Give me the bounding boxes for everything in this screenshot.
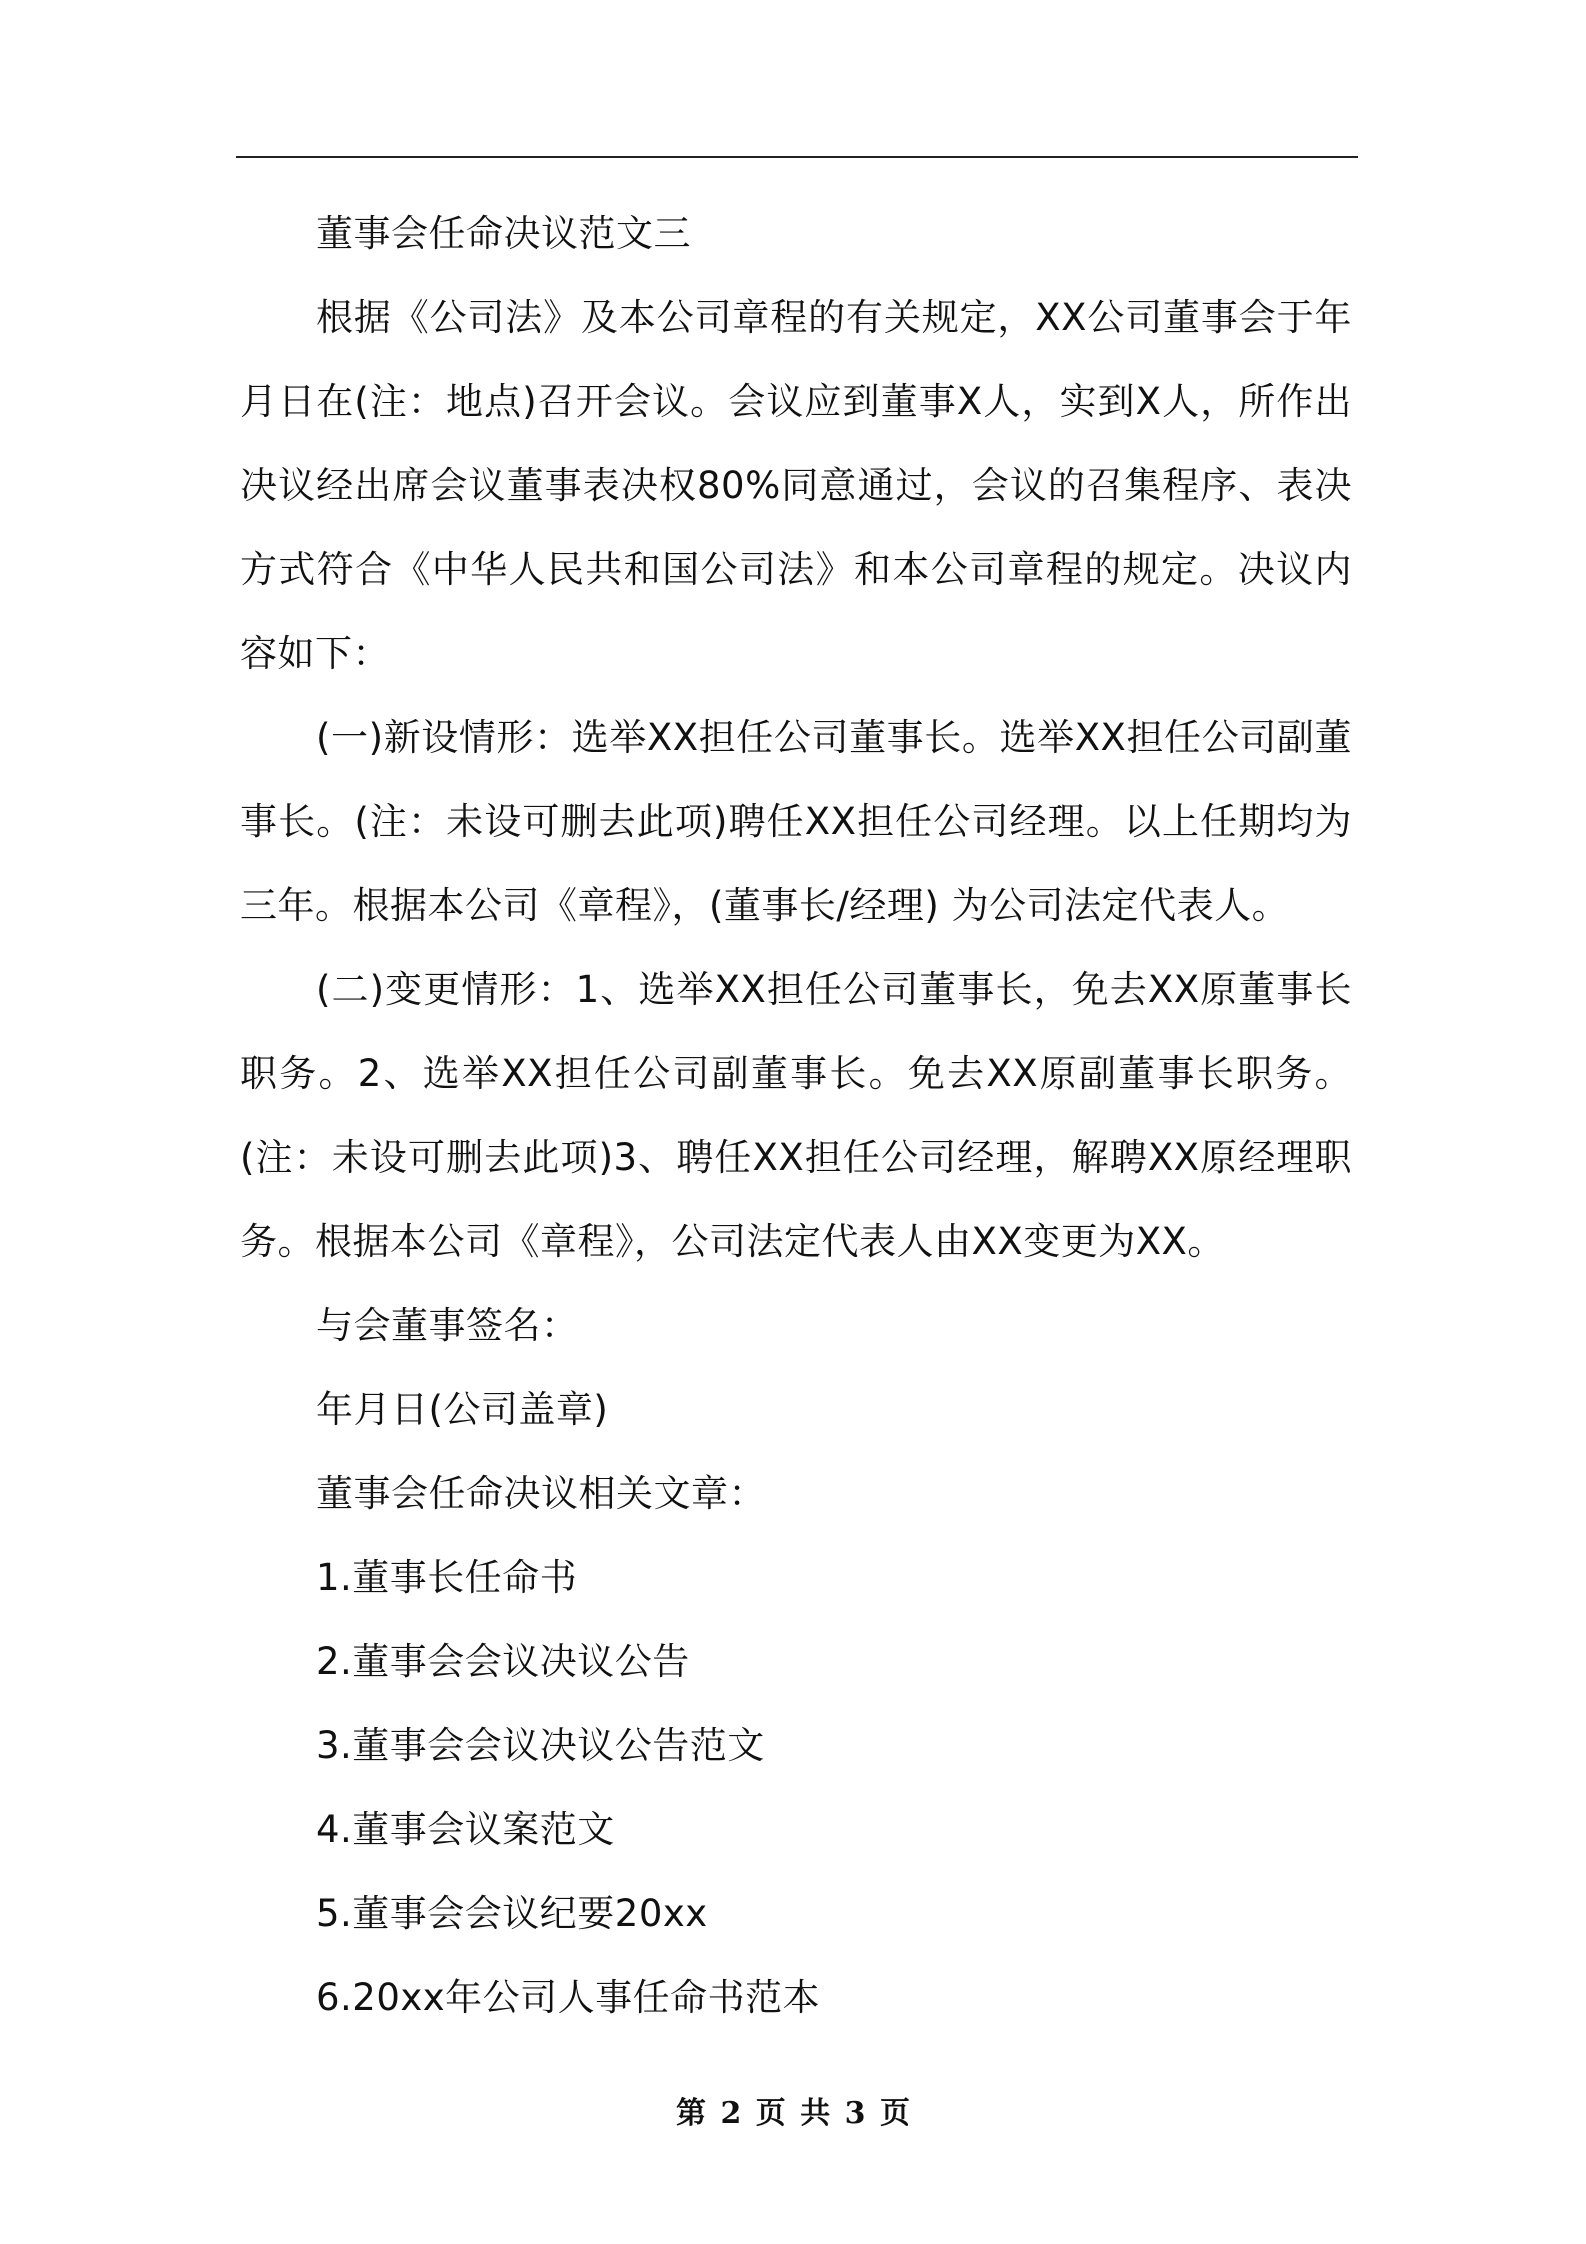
related-link-5[interactable]: 5.董事会会议纪要20xx	[316, 1892, 708, 1935]
related-heading: 董事会任命决议相关文章：	[316, 1472, 766, 1515]
related-link-6[interactable]: 6.20xx年公司人事任命书范本	[316, 1976, 821, 2019]
date-seal-line: 年月日(公司盖章)	[316, 1388, 609, 1431]
page-number: 第 2 页 共 3 页	[676, 2096, 910, 2131]
signature-line: 与会董事签名：	[316, 1304, 579, 1347]
related-link-3[interactable]: 3.董事会会议决议公告范文	[316, 1724, 765, 1767]
related-link-1[interactable]: 1.董事长任命书	[316, 1556, 578, 1599]
related-link-4[interactable]: 4.董事会议案范文	[316, 1808, 615, 1851]
intro-paragraph: 根据《公司法》及本公司章程的有关规定，XX公司董事会于年月日在(注：地点)召开会议。会议应到董事X人，实到X人，所作出决议经出席会议董事表决权80%同意通过，会议的召集程序、表决方式符合《中华人民共和国公司法》和本公司章程的规定。决议内容如下：	[240, 296, 1352, 675]
document-title: 董事会任命决议范文三	[316, 212, 691, 255]
related-link-2[interactable]: 2.董事会会议决议公告	[316, 1640, 690, 1683]
section-change-paragraph: (二)变更情形：1、选举XX担任公司董事长，免去XX原董事长职务。2、选举XX担任公司副董事长。免去XX原副董事长职务。(注：未设可删去此项)3、聘任XX担任公司经理，解聘XX原经理职务。根据本公司《章程》，公司法定代表人由XX变更为XX。	[240, 968, 1352, 1263]
document-body	[240, 192, 1352, 2040]
header-rule	[236, 156, 1358, 158]
section-new-paragraph: (一)新设情形：选举XX担任公司董事长。选举XX担任公司副董事长。(注：未设可删去此项)聘任XX担任公司经理。以上任期均为三年。根据本公司《章程》，(董事长/经理) 为公司法定代表人。	[240, 716, 1352, 927]
